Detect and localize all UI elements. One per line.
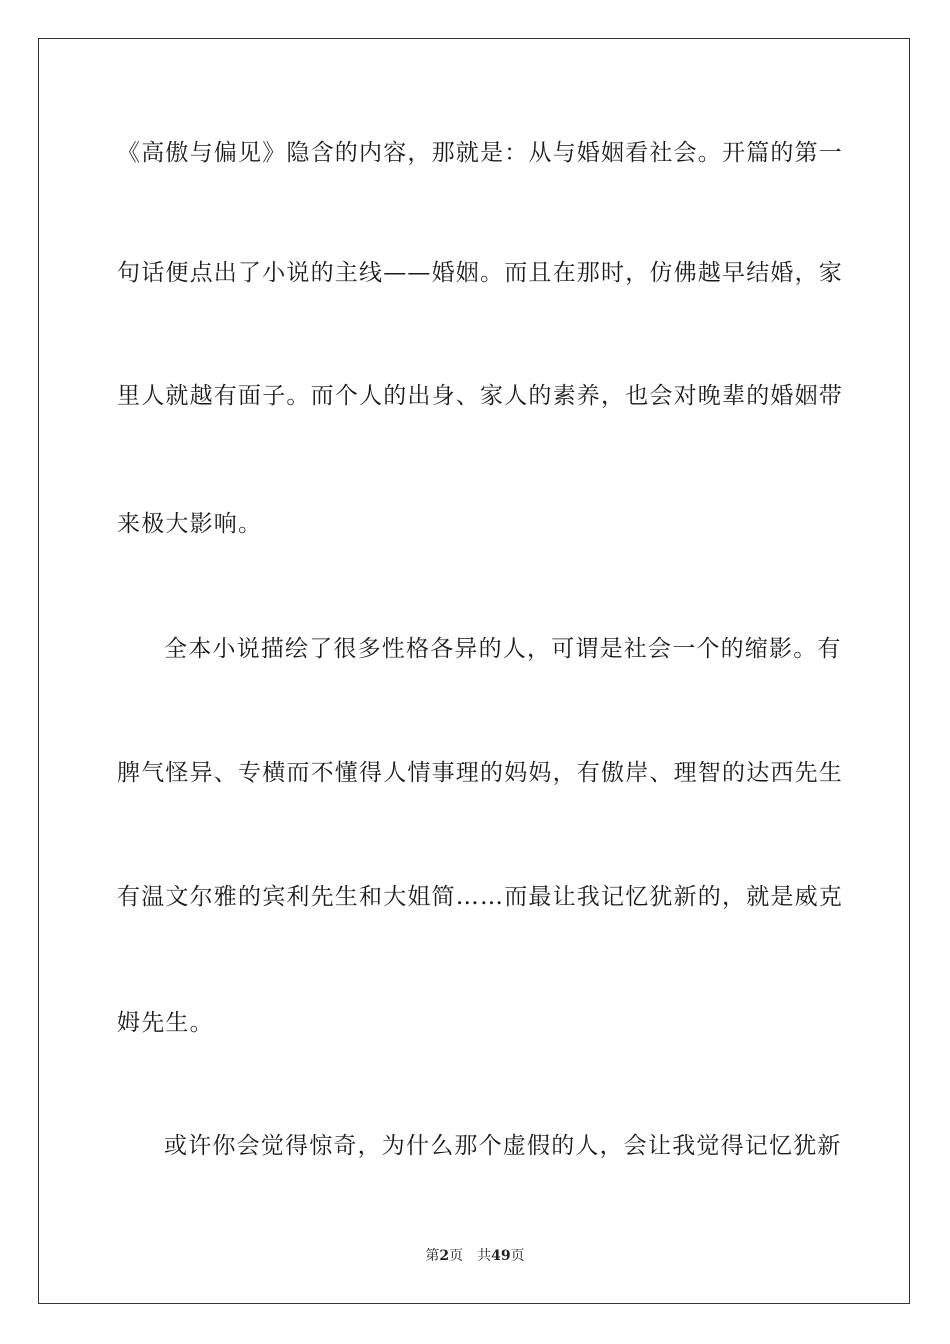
page-label-prefix: 第 xyxy=(425,1248,440,1264)
text-line-8: 姆先生。 xyxy=(117,1010,214,1036)
total-pages: 49 xyxy=(491,1248,511,1264)
text-line-7: 有温文尔雅的宾利先生和大姐简……而最让我记忆犹新的，就是威克 xyxy=(117,884,843,910)
text-line-9: 或许你会觉得惊奇，为什么那个虚假的人，会让我觉得记忆犹新 xyxy=(164,1133,842,1159)
total-label-suffix: 页 xyxy=(510,1248,525,1264)
page-number: 2 xyxy=(439,1248,450,1264)
text-line-4: 来极大影响。 xyxy=(117,511,263,537)
page-border xyxy=(38,38,910,1304)
page-footer xyxy=(0,1246,950,1266)
text-line-6: 脾气怪异、专横而不懂得人情事理的妈妈，有傲岸、理智的达西先生 xyxy=(117,760,843,786)
text-line-5: 全本小说描绘了很多性格各异的人，可谓是社会一个的缩影。有 xyxy=(164,636,842,662)
page-label-suffix: 页 xyxy=(449,1248,464,1264)
text-line-2: 句话便点出了小说的主线——婚姻。而且在那时，仿佛越早结婚，家 xyxy=(117,260,843,286)
text-line-1: 《高傲与偏见》隐含的内容，那就是：从与婚姻看社会。开篇的第一 xyxy=(117,140,843,166)
text-line-3: 里人就越有面子。而个人的出身、家人的素养，也会对晚辈的婚姻带 xyxy=(117,383,843,409)
total-label-prefix: 共 xyxy=(477,1248,492,1264)
